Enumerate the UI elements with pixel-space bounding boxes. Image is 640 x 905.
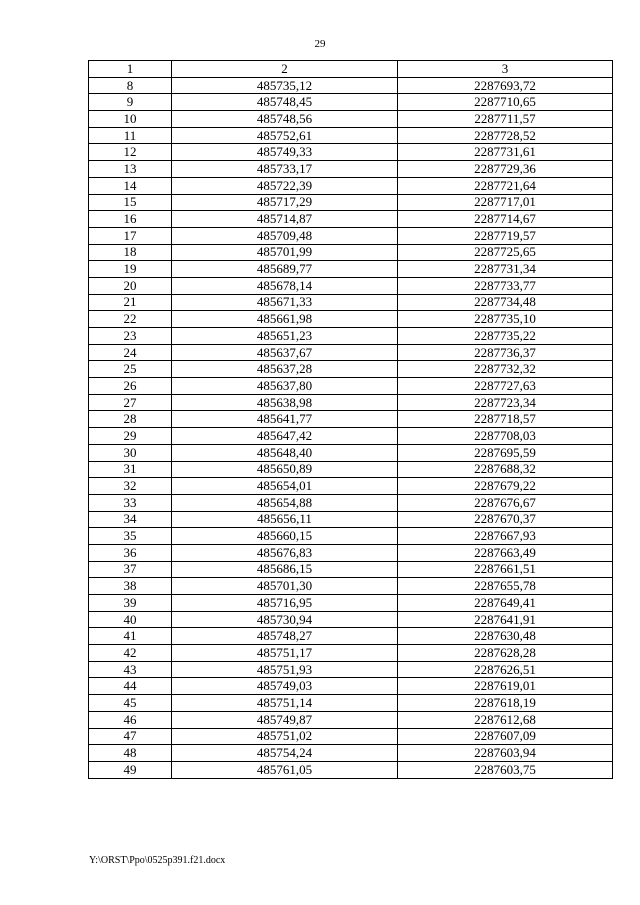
table-cell: 485650,89	[172, 461, 398, 478]
table-cell: 2287735,10	[398, 311, 613, 328]
table-cell: 25	[89, 361, 172, 378]
table-cell: 2287729,36	[398, 161, 613, 178]
table-cell: 47	[89, 728, 172, 745]
table-cell: 2287628,28	[398, 645, 613, 662]
table-cell: 15	[89, 194, 172, 211]
table-cell: 22	[89, 311, 172, 328]
table-row	[89, 94, 613, 111]
table-cell: 2287688,32	[398, 461, 613, 478]
table-cell: 36	[89, 544, 172, 561]
table-cell: 2287721,64	[398, 177, 613, 194]
table-row	[89, 528, 613, 545]
table-cell: 34	[89, 511, 172, 528]
table-cell: 48	[89, 745, 172, 762]
table-cell: 485722,39	[172, 177, 398, 194]
table-cell: 17	[89, 227, 172, 244]
table-cell: 485638,98	[172, 394, 398, 411]
table-cell: 2287719,57	[398, 227, 613, 244]
table-cell: 27	[89, 394, 172, 411]
table-cell: 2287655,78	[398, 578, 613, 595]
table-cell: 2287732,32	[398, 361, 613, 378]
table-cell: 2287603,75	[398, 761, 613, 778]
table-cell: 28	[89, 411, 172, 428]
table-row	[89, 344, 613, 361]
table-cell: 485686,15	[172, 561, 398, 578]
table-cell: 19	[89, 261, 172, 278]
table-row	[89, 127, 613, 144]
table-row	[89, 478, 613, 495]
table-cell: 43	[89, 661, 172, 678]
table-cell: 18	[89, 244, 172, 261]
table-cell: 2287735,22	[398, 328, 613, 345]
table-row	[89, 711, 613, 728]
table-row	[89, 728, 613, 745]
table-cell: 485716,95	[172, 595, 398, 612]
table-cell: 485676,83	[172, 544, 398, 561]
page-number: 29	[314, 38, 326, 50]
table-cell: 2287670,37	[398, 511, 613, 528]
table-row	[89, 378, 613, 395]
table-cell: 485749,03	[172, 678, 398, 695]
table-row	[89, 761, 613, 778]
table-cell: 2287619,01	[398, 678, 613, 695]
table-row	[89, 328, 613, 345]
column-header: 2	[172, 61, 398, 78]
table-cell: 20	[89, 277, 172, 294]
table-cell: 485661,98	[172, 311, 398, 328]
table-cell: 2287679,22	[398, 478, 613, 495]
table-cell: 2287708,03	[398, 428, 613, 445]
table-row	[89, 428, 613, 445]
table-cell: 2287731,61	[398, 144, 613, 161]
table-row	[89, 261, 613, 278]
table-cell: 485701,30	[172, 578, 398, 595]
table-cell: 45	[89, 695, 172, 712]
table-cell: 13	[89, 161, 172, 178]
table-body	[89, 77, 613, 778]
table-cell: 2287667,93	[398, 528, 613, 545]
table-row	[89, 678, 613, 695]
table-cell: 485656,11	[172, 511, 398, 528]
table-row	[89, 361, 613, 378]
table-cell: 485648,40	[172, 444, 398, 461]
table-cell: 485751,02	[172, 728, 398, 745]
table-cell: 39	[89, 595, 172, 612]
table-cell: 485754,24	[172, 745, 398, 762]
table-cell: 2287626,51	[398, 661, 613, 678]
table-cell: 485647,42	[172, 428, 398, 445]
table-row	[89, 628, 613, 645]
table-cell: 2287717,01	[398, 194, 613, 211]
coordinates-table	[88, 60, 613, 779]
table-cell: 2287723,34	[398, 394, 613, 411]
table-cell: 2287612,68	[398, 711, 613, 728]
table-cell: 33	[89, 494, 172, 511]
table-cell: 485733,17	[172, 161, 398, 178]
table-cell: 2287728,52	[398, 127, 613, 144]
table-row	[89, 177, 613, 194]
table-cell: 485751,14	[172, 695, 398, 712]
table-cell: 2287649,41	[398, 595, 613, 612]
table-cell: 40	[89, 611, 172, 628]
table-cell: 38	[89, 578, 172, 595]
table-cell: 485654,01	[172, 478, 398, 495]
table-cell: 32	[89, 478, 172, 495]
table-cell: 485735,12	[172, 77, 398, 94]
table-cell: 485761,05	[172, 761, 398, 778]
table-cell: 2287710,65	[398, 94, 613, 111]
table-row	[89, 444, 613, 461]
table-cell: 485748,45	[172, 94, 398, 111]
table-cell: 2287618,19	[398, 695, 613, 712]
table-cell: 485748,27	[172, 628, 398, 645]
table-row	[89, 544, 613, 561]
document-path: Y:\ORST\Ppo\0525p391.f21.docx	[89, 855, 226, 866]
table-row	[89, 745, 613, 762]
table-cell: 485637,28	[172, 361, 398, 378]
table-cell: 2287736,37	[398, 344, 613, 361]
table-cell: 485749,33	[172, 144, 398, 161]
table-cell: 35	[89, 528, 172, 545]
table-row	[89, 494, 613, 511]
table-cell: 485752,61	[172, 127, 398, 144]
table-row	[89, 595, 613, 612]
table-cell: 2287733,77	[398, 277, 613, 294]
table-cell: 485654,88	[172, 494, 398, 511]
table-cell: 9	[89, 94, 172, 111]
table-cell: 485714,87	[172, 211, 398, 228]
table-cell: 2287725,65	[398, 244, 613, 261]
table-header-row	[89, 61, 613, 78]
table-cell: 44	[89, 678, 172, 695]
table-row	[89, 194, 613, 211]
table-row	[89, 578, 613, 595]
table-row	[89, 161, 613, 178]
table-row	[89, 77, 613, 94]
table-cell: 485749,87	[172, 711, 398, 728]
table-cell: 2287630,48	[398, 628, 613, 645]
table-cell: 485660,15	[172, 528, 398, 545]
table-cell: 2287603,94	[398, 745, 613, 762]
table-cell: 485751,17	[172, 645, 398, 662]
table-row	[89, 294, 613, 311]
table-cell: 21	[89, 294, 172, 311]
table-row	[89, 394, 613, 411]
table-cell: 2287718,57	[398, 411, 613, 428]
table-cell: 29	[89, 428, 172, 445]
table-cell: 30	[89, 444, 172, 461]
table-cell: 2287607,09	[398, 728, 613, 745]
table-cell: 37	[89, 561, 172, 578]
table-cell: 11	[89, 127, 172, 144]
table-cell: 16	[89, 211, 172, 228]
table-row	[89, 645, 613, 662]
table-cell: 2287661,51	[398, 561, 613, 578]
table-row	[89, 277, 613, 294]
table-row	[89, 311, 613, 328]
table-cell: 31	[89, 461, 172, 478]
table-cell: 2287731,34	[398, 261, 613, 278]
table-cell: 485637,67	[172, 344, 398, 361]
table-cell: 485651,23	[172, 328, 398, 345]
table-cell: 485717,29	[172, 194, 398, 211]
table-cell: 485671,33	[172, 294, 398, 311]
table-cell: 485748,56	[172, 111, 398, 128]
table-cell: 2287641,91	[398, 611, 613, 628]
table-row	[89, 461, 613, 478]
table-row	[89, 111, 613, 128]
table-cell: 26	[89, 378, 172, 395]
table-cell: 23	[89, 328, 172, 345]
column-header: 1	[89, 61, 172, 78]
table-cell: 2287663,49	[398, 544, 613, 561]
table-row	[89, 144, 613, 161]
table-cell: 49	[89, 761, 172, 778]
table-cell: 2287727,63	[398, 378, 613, 395]
table-row	[89, 227, 613, 244]
table-cell: 24	[89, 344, 172, 361]
table-cell: 41	[89, 628, 172, 645]
table-cell: 485637,80	[172, 378, 398, 395]
table-row	[89, 611, 613, 628]
table-cell: 8	[89, 77, 172, 94]
table-cell: 2287695,59	[398, 444, 613, 461]
table-cell: 12	[89, 144, 172, 161]
table-cell: 2287734,48	[398, 294, 613, 311]
table-cell: 485678,14	[172, 277, 398, 294]
table-cell: 2287714,67	[398, 211, 613, 228]
table-cell: 10	[89, 111, 172, 128]
table-cell: 485701,99	[172, 244, 398, 261]
table-cell: 14	[89, 177, 172, 194]
table-cell: 485689,77	[172, 261, 398, 278]
table-row	[89, 661, 613, 678]
table-row	[89, 561, 613, 578]
table-cell: 2287711,57	[398, 111, 613, 128]
table-row	[89, 511, 613, 528]
table-row	[89, 695, 613, 712]
table-cell: 485641,77	[172, 411, 398, 428]
table-cell: 42	[89, 645, 172, 662]
table-cell: 2287693,72	[398, 77, 613, 94]
table-cell: 485709,48	[172, 227, 398, 244]
table-row	[89, 244, 613, 261]
table-cell: 46	[89, 711, 172, 728]
table-row	[89, 211, 613, 228]
table-cell: 485751,93	[172, 661, 398, 678]
table-cell: 2287676,67	[398, 494, 613, 511]
column-header: 3	[398, 61, 613, 78]
table-row	[89, 411, 613, 428]
table-cell: 485730,94	[172, 611, 398, 628]
